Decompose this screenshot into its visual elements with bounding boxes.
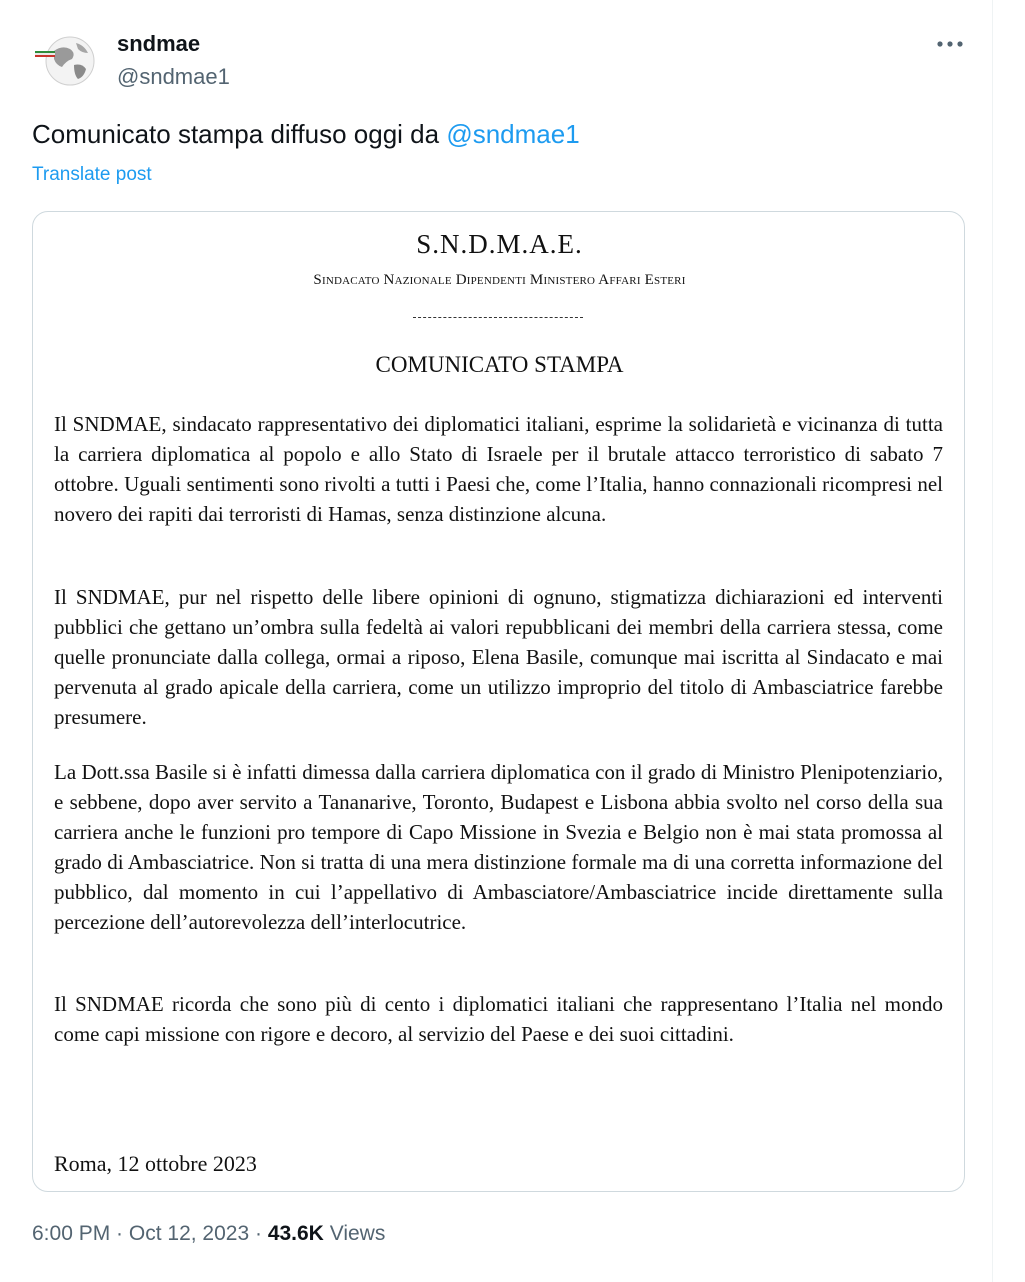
document-heading: COMUNICATO STAMPA	[375, 352, 624, 377]
views-label: Views	[323, 1222, 386, 1245]
document-title: S.N.D.M.A.E.	[416, 229, 583, 259]
views-count: 43.6K	[267, 1222, 324, 1245]
meta-separator: ·	[249, 1222, 268, 1245]
document-divider	[413, 317, 583, 318]
meta-separator: ·	[110, 1222, 129, 1245]
post-date[interactable]: Oct 12, 2023	[128, 1222, 250, 1245]
author-handle[interactable]: @sndmae1	[117, 64, 230, 89]
document-paragraph: Il SNDMAE, sindacato rappresentativo dei diplomatici italiani, esprime la solidarietà e vicinanza di tutta la carriera diplomatica al popolo e allo Stato di Israele per il brutale attacco terroristico di sabato 7 ottobre. Uguali sentimenti sono rivolti a tutti i Paesi che, come l’Italia, hanno connazionali ricompresi nel novero dei rapiti dai terroristi di Hamas, senza distinzione alcuna.	[54, 412, 943, 526]
avatar[interactable]	[32, 31, 96, 95]
more-horizontal-icon	[932, 30, 968, 58]
mention-link[interactable]: @sndmae1	[446, 119, 580, 149]
document-date-line: Roma, 12 ottobre 2023	[54, 1151, 257, 1176]
post-text-body: Comunicato stampa diffuso oggi da	[32, 119, 447, 149]
document-paragraph: Il SNDMAE, pur nel rispetto delle libere opinioni di ognuno, stigmatizza dichiarazioni ed interventi pubblici che gettano un’ombra sulla fedeltà ai valori repubblicani dei membri della carriera stessa, come quelle pronunciate dalla collega, ormai a riposo, Elena Basile, comunque mai iscritta al Sindacato e mai pervenuta al grado apicale della carriera, come un utilizzo improprio del titolo di Ambasciatrice farebbe presumere.	[54, 585, 943, 729]
post-text	[32, 119, 580, 150]
document-subtitle: Sindacato Nazionale Dipendenti Ministero Affari Esteri	[313, 272, 686, 288]
more-options-button[interactable]	[932, 30, 968, 58]
document-paragraph: Il SNDMAE ricorda che sono più di cento i diplomatici italiani che rappresentano l’Italia nel mondo come capi missione con rigore e decoro, al servizio del Paese e dei suoi cittadini.	[54, 992, 943, 1046]
document-paragraph: La Dott.ssa Basile si è infatti dimessa dalla carriera diplomatica con il grado di Ministro Plenipotenziario, e sebbene, dopo aver servito a Tananarive, Toronto, Budapest e Lisbona abbia svolto nel corso della sua carriera anche le funzioni pro tempore di Capo Missione in Svezia e Belgio non è mai stata promossa al grado di Ambasciatrice. Non si tratta di una mera distinzione formale ma di una corretta informazione del pubblico, dal momento in cui l’appellativo di Ambasciatore/Ambasciatrice incide direttamente sulla percezione dell’autorevolezza dell’interlocutrice.	[54, 760, 943, 934]
post-metadata	[32, 1222, 385, 1246]
press-release-document	[33, 212, 965, 1192]
author-name[interactable]: sndmae	[117, 31, 201, 56]
globe-flag-avatar-icon	[32, 31, 96, 95]
translate-post-link[interactable]: Translate post	[32, 164, 152, 185]
post-time[interactable]: 6:00 PM	[32, 1222, 111, 1245]
attached-image[interactable]	[32, 211, 965, 1192]
